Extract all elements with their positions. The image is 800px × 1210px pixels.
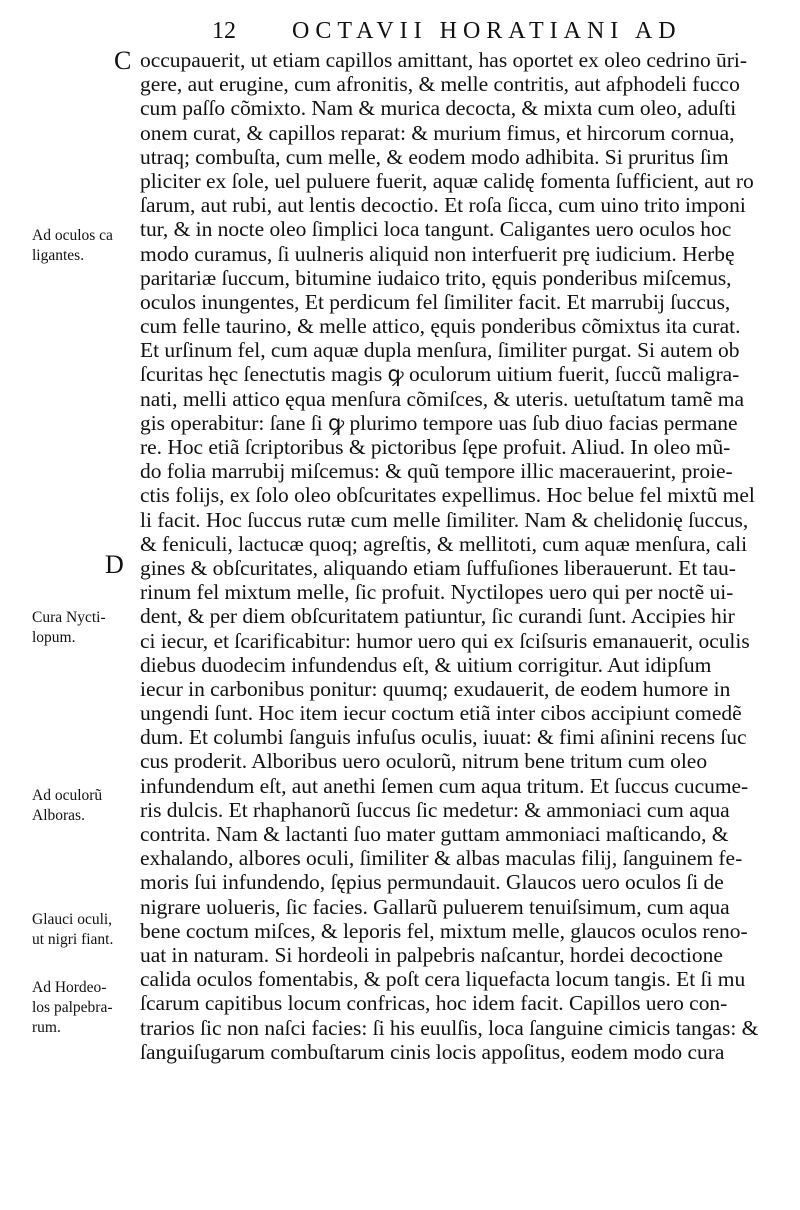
marginal-note-line: Ad Hordeo- [32,979,107,996]
text-line: paritariæ ſuccum, bitumine iudaico trito, ęquis ponderibus miſcemus, [140,265,732,290]
text-line: nigrare uolueris, ſic facies. Gallarũ puluerem tenuiſsimum, cum aqua [140,894,730,919]
text-line: gines & obſcuritates, aliquando etiam ſuffuſiones liberauerunt. Et tau- [140,555,736,580]
marginal-note [32,786,102,826]
text-line: cus proderit. Alboribus uero oculorũ, nitrum bene tritum cum oleo [140,749,708,774]
text-line: do folia marrubij miſcemus: & quũ tempore illic macerauerint, proie- [140,459,733,484]
text-line: trarios ſic non naſci facies: ſi his euulſis, loca ſanguine cimicis tangas: & [140,1015,759,1040]
text-line: gere, aut erugine, cum afronitis, & melle contritis, aut afphodeli fucco [140,72,740,97]
text-line: rinum fel mixtum melle, ſic profuit. Nyctilopes uero qui per noctẽ ui- [140,580,734,605]
marginal-note-line: Ad oculos ca [32,227,113,244]
text-line: onem curat, & capillos reparat: & murium fimus, et hircorum cornua, [140,120,735,145]
marginal-note-line: Ad oculorũ [32,787,103,804]
marginal-note [32,978,112,1038]
text-line: oculos inungentes, Et perdicum fel ſimiliter facit. Et marrubij ſuccus, [140,289,731,314]
text-line: re. Hoc etiã ſcriptoribus & pictoribus ſępe profuit. Aliud. In oleo mũ- [140,435,731,459]
marginal-note-line: lopum. [32,629,76,646]
marginal-note-line: Alboras. [32,807,85,824]
running-head: OCTAVII HORATIANI AD [292,18,682,44]
text-line: exhalando, albores oculi, ſimiliter & albas maculas filij, ſanguinem fe- [140,846,743,871]
text-line: & feniculi, lactucæ quoq; agreſtis, & mellitoti, cum aquæ menſura, cali [140,531,748,556]
page-number: 12 [212,18,236,44]
text-line: ſanguiſugarum combuſtarum cinis locis appoſitus, eodem modo cura [140,1039,725,1064]
marginal-note-line: Cura Nycti- [32,609,106,626]
text-line: iecur in carbonibus ponitur: quumq; exudauerit, de eodem humore in [140,676,731,701]
text-line: dent, & per diem obſcuritatem patiuntur, ſic curandi ſunt. Accipies hir [140,604,735,629]
text-line: uat in naturam. Si hordeoli in palpebris naſcantur, hordei decoctione [140,942,723,967]
text-line: dum. Et columbi ſanguis infuſus oculis, iuuat: & fimi aſinini recens ſuc [140,725,747,750]
text-line: ſcarum capitibus locum confricas, hoc idem facit. Capillos uero con- [140,991,728,1016]
marginal-note [32,910,113,950]
text-line: cum paſſo cõmixto. Nam & murica decocta, & mixta cum oleo, aduſti [140,96,737,121]
main-text-block [140,48,792,1064]
text-line: ungendi ſunt. Hoc item iecur coctum etiã inter cibos accipiunt comedẽ [140,701,742,726]
text-line: li facit. Hoc ſuccus rutæ cum melle ſimiliter. Nam & chelidonię ſuccus, [140,507,749,532]
text-line: nati, melli attico ęqua menſura cõmiſces, & uteris. uetuſtatum tamẽ ma [140,386,744,411]
section-letter-d: D [105,550,124,579]
text-line: bene coctum miſces, & leporis fel, mixtum melle, glaucos oculos reno- [140,918,748,943]
marginal-note [32,226,113,266]
text-line: ris dulcis. Et rhaphanorũ ſuccus ſic medetur: & ammoniaci cum aqua [140,797,730,822]
marginal-note-line: Glauci oculi, [32,911,113,928]
text-line: ctis folijs, ex ſolo oleo obſcuritates expellimus. Hoc belue fel mixtũ mel [140,483,755,508]
text-line: contrita. Nam & lactanti ſuo mater guttam ammoniaci maſticando, & [140,822,729,846]
marginal-note-line: rum. [32,1019,61,1036]
text-line: ci iecur, et ſcarificabitur: humor uero qui ex ſciſsuris emanauerit, oculis [140,628,750,653]
text-line: tur, & in nocte oleo ſimplici loca tangunt. Caligantes uero oculos hoc [140,217,732,242]
text-line: ſcuritas hęc ſenectutis magis ꝙ oculorum uitium fuerit, ſuccũ maligra- [140,362,740,387]
text-line: moris ſui infundendo, ſępius permundauit. Glaucos uero oculos ſi de [140,870,724,895]
marginal-note-line: ligantes. [32,247,85,264]
text-line: Et urſinum fel, cum aquæ dupla menſura, ſimiliter purgat. Si autem ob [140,338,740,363]
marginal-note-line: ut nigri fiant. [32,931,114,948]
text-line: occupauerit, ut etiam capillos amittant, has oportet ex oleo cedrino ūri- [140,48,747,72]
text-line: ſarum, aut rubi, aut lentis decoctio. Et roſa ſicca, cum uino trito imponi [140,193,746,218]
text-line: modo curamus, ſi uulneris aliquid non interfuerit prę iudicium. Herbę [140,241,735,266]
marginal-note-line: los palpebra- [32,999,113,1016]
text-line: gis operabitur: ſane ſi ꝙ plurimo tempore uas ſub diuo facias permane [140,410,738,435]
section-letter-c: C [114,46,132,75]
text-line: cum felle taurino, & melle attico, ęquis ponderibus cõmixtus ita curat. [140,314,741,339]
text-line: diebus duodecim infundendus eſt, & uitium corrigitur. Aut idipſum [140,652,712,677]
text-line: pliciter ex ſole, uel puluere fuerit, aquæ calidę fomenta ſufficient, aut ro [140,168,754,193]
marginal-note [32,608,106,648]
text-line: calida oculos fomentabis, & poſt cera liquefacta locum tangis. Et ſi mu [140,967,746,992]
text-line: utraq; combuſta, cum melle, & eodem modo adhibita. Si pruritus ſim [140,144,729,169]
text-line: infundendum eſt, aut anethi ſemen cum aqua tritum. Et ſuccus cucume- [140,773,749,798]
